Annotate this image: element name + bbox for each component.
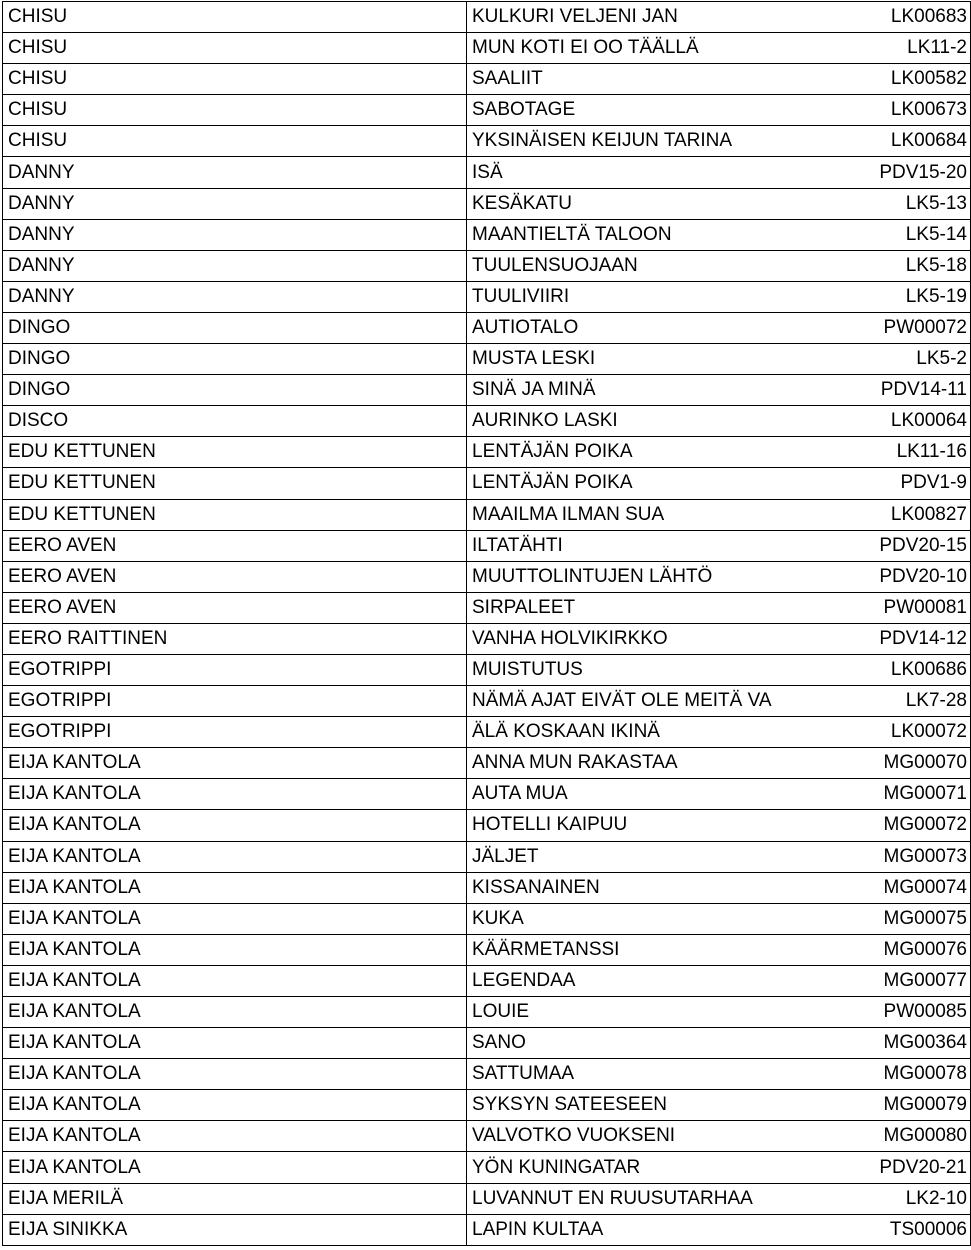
artist-cell: DANNY [3, 250, 467, 281]
song-code-cell: MG00070 [834, 748, 971, 779]
song-code-cell: MG00079 [834, 1090, 971, 1121]
table-row [3, 965, 971, 996]
song-title-cell: NÄMÄ AJAT EIVÄT OLE MEITÄ VA [467, 686, 835, 717]
artist-cell: EIJA KANTOLA [3, 779, 467, 810]
song-title-cell: MUSTA LESKI [467, 344, 835, 375]
table-row [3, 406, 971, 437]
table-row [3, 748, 971, 779]
song-code-cell: PW00085 [834, 997, 971, 1028]
table-row [3, 1152, 971, 1183]
song-code-cell: LK00684 [834, 126, 971, 157]
song-title-cell: VALVOTKO VUOKSENI [467, 1121, 835, 1152]
artist-cell: EIJA KANTOLA [3, 1121, 467, 1152]
song-title-cell: LAPIN KULTAA [467, 1214, 835, 1245]
song-code-cell: PDV14-11 [834, 375, 971, 406]
song-title-cell: SYKSYN SATEESEEN [467, 1090, 835, 1121]
artist-cell: EERO RAITTINEN [3, 623, 467, 654]
song-title-cell: KESÄKATU [467, 188, 835, 219]
song-title-cell: MAAILMA ILMAN SUA [467, 499, 835, 530]
artist-cell: EGOTRIPPI [3, 717, 467, 748]
artist-cell: DANNY [3, 281, 467, 312]
song-title-cell: ISÄ [467, 157, 835, 188]
artist-cell: EERO AVEN [3, 530, 467, 561]
artist-cell: EIJA KANTOLA [3, 1152, 467, 1183]
song-title-cell: MUN KOTI EI OO TÄÄLLÄ [467, 33, 835, 64]
table-row [3, 623, 971, 654]
song-title-cell: ANNA MUN RAKASTAA [467, 748, 835, 779]
table-row [3, 841, 971, 872]
song-title-cell: SABOTAGE [467, 95, 835, 126]
song-code-cell: LK7-28 [834, 686, 971, 717]
table-row [3, 2, 971, 33]
table-row [3, 1090, 971, 1121]
song-code-cell: PDV20-15 [834, 530, 971, 561]
artist-cell: EIJA KANTOLA [3, 1028, 467, 1059]
song-code-cell: MG00074 [834, 872, 971, 903]
song-title-cell: LENTÄJÄN POIKA [467, 468, 835, 499]
table-row [3, 1183, 971, 1214]
song-title-cell: SANO [467, 1028, 835, 1059]
song-title-cell: SINÄ JA MINÄ [467, 375, 835, 406]
artist-cell: EGOTRIPPI [3, 686, 467, 717]
song-code-cell: MG00075 [834, 903, 971, 934]
song-code-cell: MG00080 [834, 1121, 971, 1152]
song-title-cell: KULKURI VELJENI JAN [467, 2, 835, 33]
song-code-cell: PW00072 [834, 312, 971, 343]
artist-cell: EGOTRIPPI [3, 654, 467, 685]
song-code-cell: LK00673 [834, 95, 971, 126]
song-code-cell: LK00072 [834, 717, 971, 748]
song-title-cell: KISSANAINEN [467, 872, 835, 903]
artist-cell: EIJA KANTOLA [3, 965, 467, 996]
table-row [3, 903, 971, 934]
artist-cell: DINGO [3, 375, 467, 406]
table-row [3, 530, 971, 561]
song-title-cell: AUTIOTALO [467, 312, 835, 343]
song-list-body [3, 2, 971, 1246]
song-title-cell: ILTATÄHTI [467, 530, 835, 561]
song-title-cell: AUTA MUA [467, 779, 835, 810]
song-code-cell: PDV1-9 [834, 468, 971, 499]
table-row [3, 250, 971, 281]
table-row [3, 1059, 971, 1090]
song-code-cell: LK5-19 [834, 281, 971, 312]
song-code-cell: LK2-10 [834, 1183, 971, 1214]
song-code-cell: MG00071 [834, 779, 971, 810]
song-title-cell: YKSINÄISEN KEIJUN TARINA [467, 126, 835, 157]
song-code-cell: MG00076 [834, 934, 971, 965]
song-code-cell: LK5-13 [834, 188, 971, 219]
song-title-cell: SIRPALEET [467, 592, 835, 623]
artist-cell: EDU KETTUNEN [3, 468, 467, 499]
table-row [3, 468, 971, 499]
table-row [3, 64, 971, 95]
song-code-cell: LK00582 [834, 64, 971, 95]
song-code-cell: LK5-2 [834, 344, 971, 375]
table-row [3, 872, 971, 903]
song-code-cell: LK5-18 [834, 250, 971, 281]
song-title-cell: LENTÄJÄN POIKA [467, 437, 835, 468]
song-title-cell: SAALIIT [467, 64, 835, 95]
song-code-cell: PW00081 [834, 592, 971, 623]
table-row [3, 344, 971, 375]
song-code-cell: LK11-2 [834, 33, 971, 64]
artist-cell: EIJA KANTOLA [3, 997, 467, 1028]
song-title-cell: LEGENDAA [467, 965, 835, 996]
table-row [3, 33, 971, 64]
song-code-cell: PDV14-12 [834, 623, 971, 654]
artist-cell: EIJA KANTOLA [3, 1090, 467, 1121]
song-code-cell: LK00827 [834, 499, 971, 530]
artist-cell: EIJA KANTOLA [3, 934, 467, 965]
artist-cell: DANNY [3, 219, 467, 250]
table-row [3, 95, 971, 126]
song-code-cell: LK11-16 [834, 437, 971, 468]
song-title-cell: AURINKO LASKI [467, 406, 835, 437]
song-code-cell: MG00077 [834, 965, 971, 996]
song-code-cell: MG00078 [834, 1059, 971, 1090]
table-row [3, 499, 971, 530]
artist-cell: EIJA SINIKKA [3, 1214, 467, 1245]
table-row [3, 1121, 971, 1152]
artist-cell: DISCO [3, 406, 467, 437]
table-row [3, 188, 971, 219]
song-title-cell: TUULIVIIRI [467, 281, 835, 312]
artist-cell: EIJA KANTOLA [3, 810, 467, 841]
artist-cell: CHISU [3, 33, 467, 64]
song-code-cell: PDV20-21 [834, 1152, 971, 1183]
artist-cell: EIJA KANTOLA [3, 1059, 467, 1090]
table-row [3, 997, 971, 1028]
artist-cell: EIJA MERILÄ [3, 1183, 467, 1214]
artist-cell: CHISU [3, 126, 467, 157]
song-code-cell: MG00073 [834, 841, 971, 872]
table-row [3, 375, 971, 406]
song-list-table [2, 1, 971, 1246]
song-title-cell: YÖN KUNINGATAR [467, 1152, 835, 1183]
table-row [3, 1028, 971, 1059]
table-row [3, 126, 971, 157]
artist-cell: EIJA KANTOLA [3, 872, 467, 903]
table-row [3, 686, 971, 717]
table-row [3, 561, 971, 592]
song-title-cell: KÄÄRMETANSSI [467, 934, 835, 965]
table-row [3, 934, 971, 965]
artist-cell: CHISU [3, 95, 467, 126]
song-title-cell: HOTELLI KAIPUU [467, 810, 835, 841]
song-code-cell: PDV15-20 [834, 157, 971, 188]
song-title-cell: VANHA HOLVIKIRKKO [467, 623, 835, 654]
song-title-cell: MAANTIELTÄ TALOON [467, 219, 835, 250]
table-row [3, 437, 971, 468]
table-row [3, 592, 971, 623]
artist-cell: DINGO [3, 312, 467, 343]
artist-cell: EIJA KANTOLA [3, 903, 467, 934]
table-row [3, 312, 971, 343]
song-code-cell: LK5-14 [834, 219, 971, 250]
table-row [3, 717, 971, 748]
artist-cell: EDU KETTUNEN [3, 437, 467, 468]
artist-cell: EIJA KANTOLA [3, 748, 467, 779]
artist-cell: CHISU [3, 64, 467, 95]
table-row [3, 779, 971, 810]
song-code-cell: LK00064 [834, 406, 971, 437]
song-title-cell: MUISTUTUS [467, 654, 835, 685]
artist-cell: EERO AVEN [3, 561, 467, 592]
song-title-cell: LOUIE [467, 997, 835, 1028]
song-title-cell: JÄLJET [467, 841, 835, 872]
song-title-cell: MUUTTOLINTUJEN LÄHTÖ [467, 561, 835, 592]
table-row [3, 281, 971, 312]
table-row [3, 219, 971, 250]
song-title-cell: ÄLÄ KOSKAAN IKINÄ [467, 717, 835, 748]
song-code-cell: PDV20-10 [834, 561, 971, 592]
table-row [3, 654, 971, 685]
song-title-cell: LUVANNUT EN RUUSUTARHAA [467, 1183, 835, 1214]
song-title-cell: SATTUMAA [467, 1059, 835, 1090]
song-code-cell: LK00686 [834, 654, 971, 685]
song-code-cell: TS00006 [834, 1214, 971, 1245]
table-row [3, 1214, 971, 1245]
artist-cell: EIJA KANTOLA [3, 841, 467, 872]
song-title-cell: TUULENSUOJAAN [467, 250, 835, 281]
song-code-cell: MG00364 [834, 1028, 971, 1059]
song-code-cell: MG00072 [834, 810, 971, 841]
table-row [3, 810, 971, 841]
artist-cell: DANNY [3, 157, 467, 188]
table-row [3, 157, 971, 188]
artist-cell: DINGO [3, 344, 467, 375]
artist-cell: CHISU [3, 2, 467, 33]
artist-cell: EERO AVEN [3, 592, 467, 623]
artist-cell: DANNY [3, 188, 467, 219]
artist-cell: EDU KETTUNEN [3, 499, 467, 530]
song-title-cell: KUKA [467, 903, 835, 934]
song-code-cell: LK00683 [834, 2, 971, 33]
